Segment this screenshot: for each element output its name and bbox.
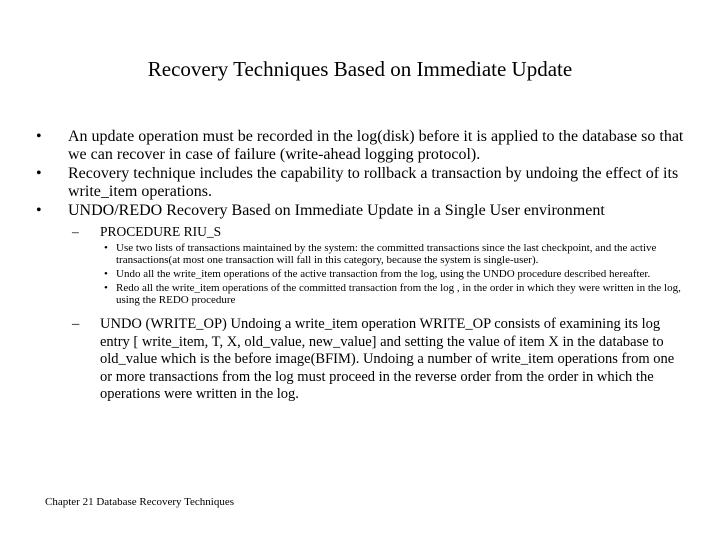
procedure-item xyxy=(36,242,686,266)
procedure-item-text: Redo all the write_item operations of the committed transaction from the log , in the order in which they were written in the log, using the REDO procedure xyxy=(116,282,681,306)
dash-icon: – xyxy=(72,224,79,239)
procedure-item-text: Use two lists of transactions maintained by the system: the committed transactions since the last checkpoint, and the active transactions(at most one transaction will fall in this category, because the system is single-user). xyxy=(116,242,657,266)
bullet-rollback xyxy=(36,165,686,201)
bullet-icon: • xyxy=(104,282,108,294)
slide-title: Recovery Techniques Based on Immediate Update xyxy=(147,57,573,81)
bullet-icon: • xyxy=(36,128,42,145)
procedure-item-text: Undo all the write_item operations of the active transaction from the log, using the UNDO procedure described hereafter. xyxy=(116,268,651,280)
sub-bullet-procedure xyxy=(36,223,686,240)
bullet-icon: • xyxy=(104,242,108,254)
bullet-icon: • xyxy=(36,202,42,219)
bullet-text: An update operation must be recorded in the log(disk) before it is applied to the database so that we can recover in case of failure (write-ahead logging protocol). xyxy=(68,128,684,163)
bullet-write-ahead xyxy=(36,128,686,164)
procedure-item xyxy=(36,268,686,280)
procedure-item xyxy=(36,282,686,306)
bullet-icon: • xyxy=(104,268,108,280)
bullet-icon: • xyxy=(36,165,42,182)
bullet-text: UNDO/REDO Recovery Based on Immediate Update in a Single User environment xyxy=(68,202,605,219)
slide-footer: Chapter 21 Database Recovery Techniques xyxy=(45,496,235,508)
bullet-text: Recovery technique includes the capability to rollback a transaction by undoing the effect of its write_item operations. xyxy=(68,165,679,200)
bullet-undo-redo xyxy=(36,202,686,220)
dash-icon: – xyxy=(72,316,80,332)
sub-bullet-undo-op xyxy=(36,316,686,404)
slide-content xyxy=(36,128,686,404)
procedure-label: PROCEDURE RIU_S xyxy=(100,224,222,239)
undo-op-text: UNDO (WRITE_OP) Undoing a write_item operation WRITE_OP consists of examining its log entry [ write_item, T, X, old_value, new_value] and setting the value of item X in the database to old_value which is the before image(BFIM). Undoing a number of write_item operations from one or more transactions from the log must proceed in the reverse order from the order in which the operations were written in the log. xyxy=(100,316,675,402)
